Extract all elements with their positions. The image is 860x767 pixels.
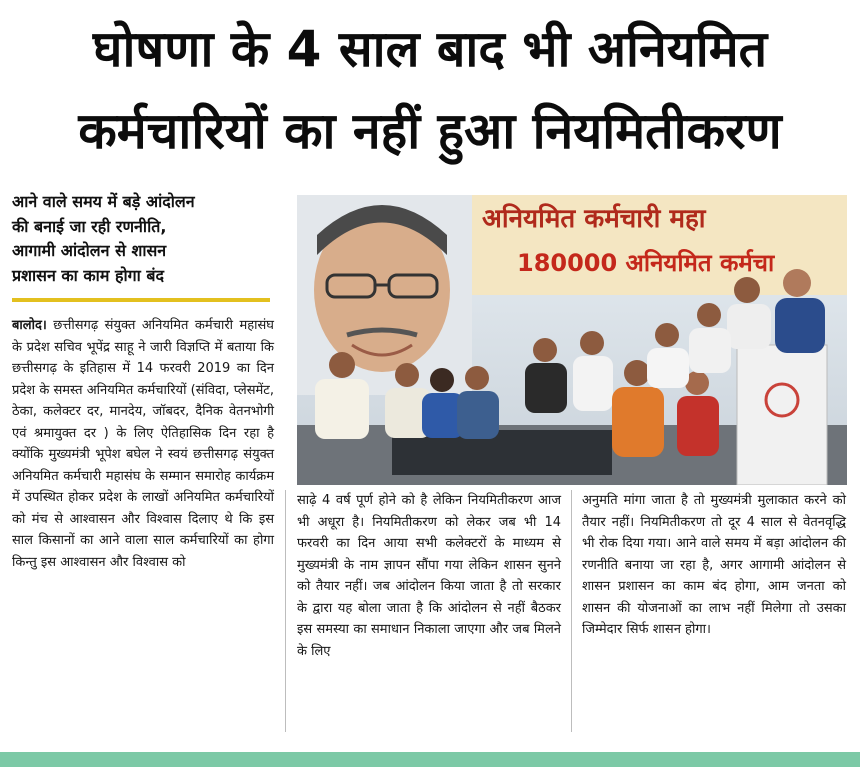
subheadline-divider <box>12 298 270 302</box>
photo-banner-subtitle: 180000 अनियमित कर्मचा <box>517 249 775 277</box>
subheadline <box>12 190 274 288</box>
subheadline-line-2: की बनाई जा रही रणनीति, <box>12 216 167 236</box>
article-col3-text: अनुमति मांगा जाता है तो मुख्यमंत्री मुलाकात करने को तैयार नहीं। नियमितीकरण तो दूर 4 साल से वेतनवृद्धि भी रोक दिया गया। आने वाले समय में बड़ा आंदोलन की रणनीति बनाया जा रहा है, अगर आगामी आंदोलन से शासन प्रशासन का काम बंद होगा, आम जनता को शासन की योजनाओं का लाभ नहीं मिलेगा तो उसका जिम्मेदार सिर्फ शासन होगा। <box>582 493 846 637</box>
column-divider-2 <box>571 490 572 732</box>
subheadline-line-1: आने वाले समय में बड़े आंदोलन <box>12 192 195 211</box>
news-photo-illustration <box>297 195 847 485</box>
article-column-2 <box>297 490 561 662</box>
subheadline-line-4: प्रशासन का काम होगा बंद <box>12 265 164 285</box>
news-photo <box>297 195 847 485</box>
article-col2-text: साढ़े 4 वर्ष पूर्ण होने को है लेकिन नियमितीकरण आज भी अधूरा है। नियमितीकरण को लेकर जब भी 14 फरवरी का दिन आया सभी कलेक्टरों के माध्यम से मुख्यमंत्री के नाम ज्ञापन सौंपा गया लेकिन शासन सुनने को तैयार नहीं। जब आंदोलन किया जाता है तो सरकार के द्वारा यह बोला जाता है कि आंदोलन से नहीं बैठकर इस समस्या का समाधान निकाला जाएगा और जब मिलने के लिए <box>297 493 561 659</box>
column-divider-1 <box>285 490 286 732</box>
article-col1-text: छत्तीसगढ़ संयुक्त अनियमित कर्मचारी महासंघ के प्रदेश सचिव भूपेंद्र साहू ने जारी विज्ञप्ति में बताया कि छत्तीसगढ़ के इतिहास में 14 फरवरी 2019 का दिन प्रदेश के समस्त अनियमित कर्मचारियों (संविदा, प्लेसमेंट, ठेका, कलेक्टर दर, मानदेय, जॉबदर, दैनिक वेतनभोगी एवं श्रमायुक्त दर ) के लिए ऐतिहासिक दिन रहा है क्योंकि मुख्यमंत्री भूपेश बघेल ने स्वयं छत्तीसगढ़ संयुक्त अनियमित कर्मचारी महासंघ के सम्मान समारोह कार्यक्रम में उपस्थित होकर प्रदेश के लाखों अनियमित कर्मचारियों को मंच से आश्वासन और विश्वास दिलाए थे कि इस साल किसानों का आने वाला साल कर्मचारियों का होगा किन्तु इस आश्वासन और विश्वास को <box>12 318 274 570</box>
headline-line-2: कर्मचारियों का नहीं हुआ नियमितीकरण <box>78 102 782 160</box>
article-column-1 <box>12 315 274 573</box>
photo-banner-title: अनियमित कर्मचारी महा <box>482 204 706 234</box>
article-column-3 <box>582 490 846 641</box>
bottom-border <box>0 752 860 767</box>
dateline: बालोद। <box>12 318 47 333</box>
headline-line-1: घोषणा के 4 साल बाद भी अनियमित <box>92 20 768 78</box>
subheadline-line-3: आगामी आंदोलन से शासन <box>12 241 167 260</box>
